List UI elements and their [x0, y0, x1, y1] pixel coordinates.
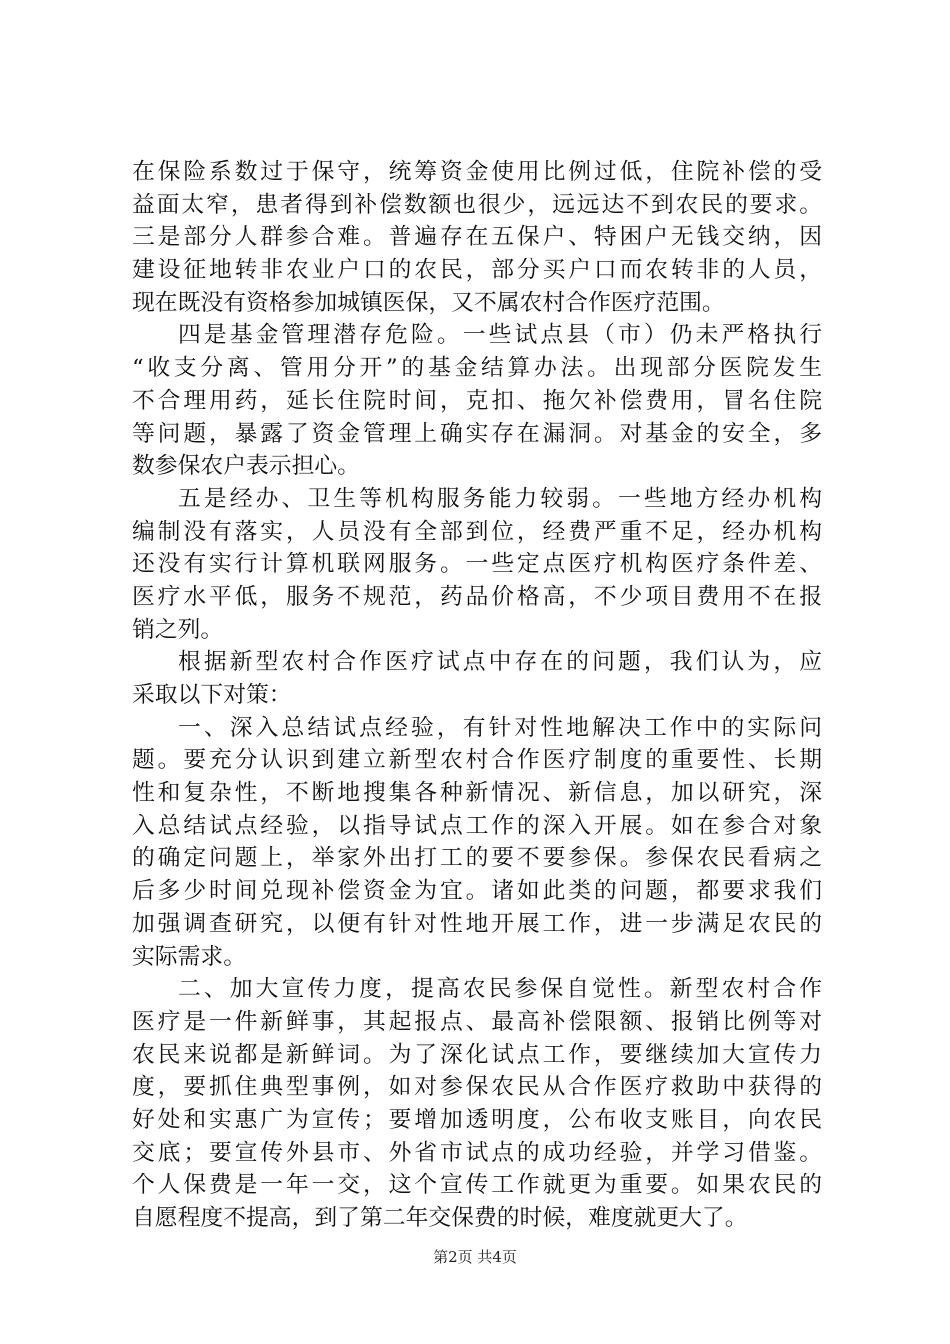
text-line: 现在既没有资格参加城镇医保，又不属农村合作医疗范围。 — [132, 289, 725, 316]
text-line: 的确定问题上，举家外出打工的要不要参保。参保农民看病之 — [132, 845, 822, 872]
text-line: 个人保费是一年一交，这个宣传工作就更为重要。如果农民的 — [132, 1172, 822, 1199]
text-line: 不合理用药，延长住院时间，克扣、拖欠补偿费用，冒名住院 — [132, 387, 822, 414]
text-line: 好处和实惠广为宣传；要增加透明度，公布收支账目，向农民 — [132, 1106, 822, 1133]
text-line: 后多少时间兑现补偿资金为宜。诸如此类的问题，都要求我们 — [132, 878, 822, 905]
paragraph-first-line: 二、加大宣传力度，提高农民参保自觉性。新型农村合作 — [178, 976, 822, 1003]
text-line: 性和复杂性，不断地搜集各种新情况、新信息，加以研究，深 — [132, 780, 822, 807]
text-line: 还没有实行计算机联网服务。一些定点医疗机构医疗条件差、 — [132, 551, 822, 578]
text-line: 医疗水平低，服务不规范，药品价格高，不少项目费用不在报 — [132, 583, 822, 610]
text-line: 农民来说都是新鲜词。为了深化试点工作，要继续加大宣传力 — [132, 1041, 822, 1068]
text-line: 采取以下对策： — [132, 682, 292, 708]
text-line: 三是部分人群参合难。普遍存在五保户、特困户无钱交纳，因 — [132, 224, 822, 251]
text-line: 益面太窄，患者得到补偿数额也很少，远远达不到农民的要求。 — [132, 191, 822, 218]
text-line: 建设征地转非农业户口的农民，部分买户口而农转非的人员， — [132, 257, 822, 284]
text-line: 在保险系数过于保守，统筹资金使用比例过低，住院补偿的受 — [132, 159, 822, 185]
text-line: 交底；要宣传外县市、外省市试点的成功经验，并学习借鉴。 — [132, 1139, 822, 1166]
text-line: 编制没有落实，人员没有全部到位，经费严重不足，经办机构 — [132, 518, 822, 545]
text-line: 销之列。 — [132, 616, 224, 643]
paragraph-first-line: 四是基金管理潜存危险。一些试点县（市）仍未严格执行 — [178, 322, 822, 349]
paragraph-first-line: 根据新型农村合作医疗试点中存在的问题，我们认为，应 — [178, 649, 822, 676]
text-line: 题。要充分认识到建立新型农村合作医疗制度的重要性、长期 — [132, 747, 822, 774]
text-line: 度，要抓住典型事例，如对参保农民从合作医疗救助中获得的 — [132, 1074, 822, 1101]
text-line: 数参保农户表示担心。 — [132, 453, 360, 480]
text-line: 加强调查研究，以便有针对性地开展工作，进一步满足农民的 — [132, 910, 822, 937]
text-line: “收支分离、管用分开”的基金结算办法。出现部分医院发生 — [132, 355, 822, 382]
text-line: 等问题，暴露了资金管理上确实存在漏洞。对基金的安全，多 — [132, 420, 822, 447]
text-line: 入总结试点经验，以指导试点工作的深入开展。如在参合对象 — [132, 812, 822, 839]
paragraph-first-line: 一、深入总结试点经验，有针对性地解决工作中的实际问 — [178, 714, 822, 741]
document-body — [132, 156, 822, 1235]
text-line: 自愿程度不提高，到了第二年交保费的时候，难度就更大了。 — [132, 1205, 748, 1231]
text-line: 医疗是一件新鲜事，其起报点、最高补偿限额、报销比例等对 — [132, 1008, 822, 1035]
text-line: 实际需求。 — [132, 943, 246, 970]
page-number: 第2页 共4页 — [433, 1248, 517, 1266]
paragraph-first-line: 五是经办、卫生等机构服务能力较弱。一些地方经办机构 — [178, 485, 822, 512]
